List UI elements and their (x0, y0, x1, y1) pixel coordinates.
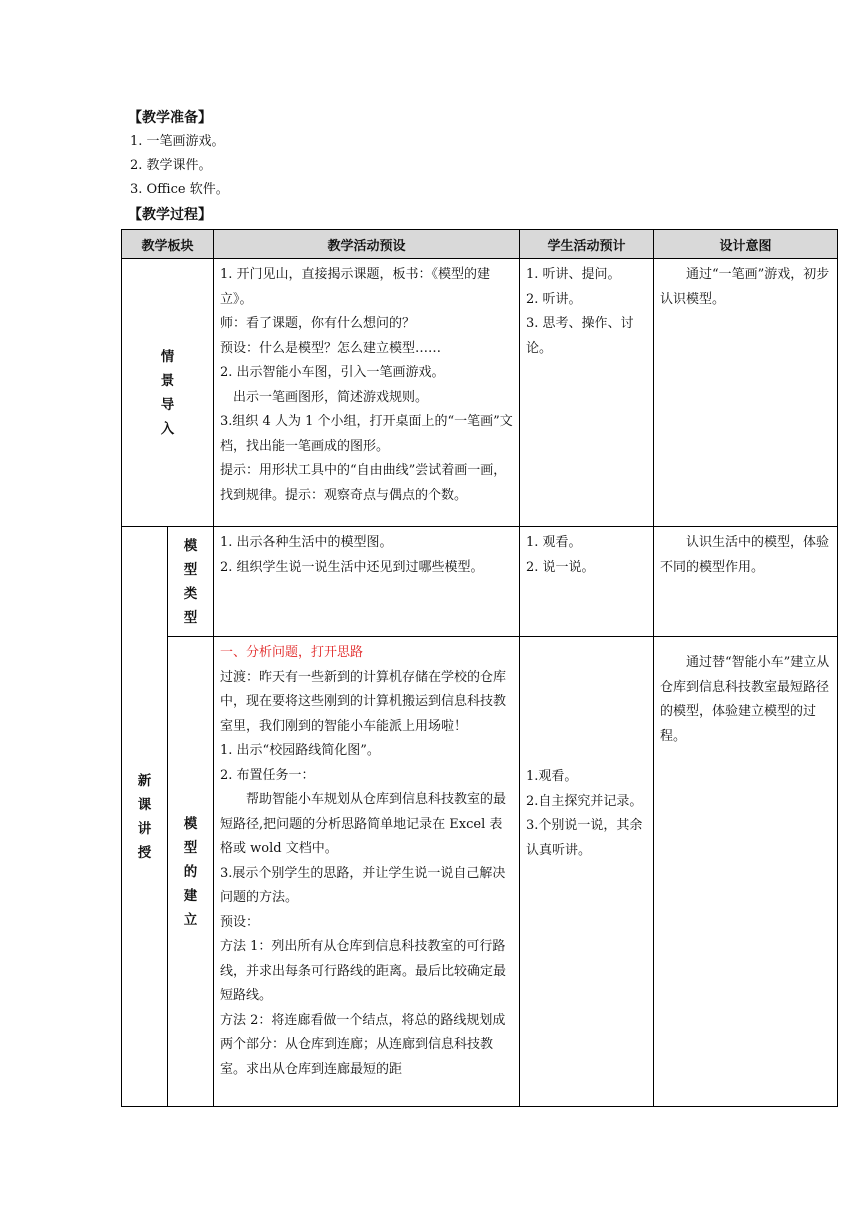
section-new (122, 527, 168, 1107)
section-char: 入 (160, 420, 175, 437)
subsection-char: 的 (183, 863, 198, 880)
student-line: 1.观看。 (526, 769, 578, 784)
types-activity-cell (214, 527, 520, 637)
student-line: 3. 思考、操作、讨论。 (526, 316, 634, 356)
section-char: 授 (137, 844, 152, 861)
build-subheading: 一、分析问题，打开思路 (220, 645, 364, 660)
build-intent-cell (654, 637, 838, 1107)
header-intent: 设计意图 (654, 230, 838, 259)
prep-item: 3. Office 软件。 (130, 182, 229, 197)
prep-item: 2. 教学课件。 (130, 158, 212, 173)
build-activity-cell (214, 637, 520, 1107)
activity-line: 3.组织 4 人为 1 个小组，打开桌面上的“一笔画”文档，找出能一笔画成的图形。 (220, 414, 513, 454)
activity-line: 帮助智能小车规划从仓库到信息科技教室的最短路径,把问题的分析思路简单地记录在 Excel 表格或 wold 文档中。 (220, 792, 507, 856)
prep-list (130, 130, 229, 202)
subsection-char: 模 (183, 537, 198, 554)
table-row-intro (122, 259, 838, 527)
intent-text: 认识生活中的模型，体验不同的模型作用。 (660, 535, 830, 575)
activity-line: 方法 2：将连廊看做一个结点，将总的路线规划成两个部分：从仓库到连廊；从连廊到信息科技教室。求出从仓库到连廊最短的距 (220, 1012, 506, 1077)
section-char: 景 (160, 372, 175, 389)
subsection-char: 类 (183, 585, 198, 602)
teaching-process-table (121, 229, 838, 1107)
student-line: 2. 说一说。 (526, 559, 595, 575)
activity-line: 1. 出示“校园路线简化图”。 (220, 743, 380, 758)
header-student: 学生活动预计 (520, 230, 654, 259)
prep-item: 1. 一笔画游戏。 (130, 134, 225, 149)
activity-line: 预设： (220, 914, 260, 930)
types-student-cell (520, 527, 654, 637)
intro-student-cell (520, 259, 654, 527)
activity-line: 过渡：昨天有一些新到的计算机存储在学校的仓库中，现在要将这些刚到的计算机搬运到信息科技教室里，我们刚到的智能小车能派上用场啦！ (220, 669, 507, 734)
intent-text: 通过“一笔画”游戏，初步认识模型。 (660, 267, 830, 307)
prep-heading: 【教学准备】 (128, 110, 212, 126)
student-line: 1. 观看。 (526, 535, 582, 550)
activity-line: 预设：什么是模型？怎么建立模型…… (220, 340, 442, 356)
section-char: 导 (160, 396, 175, 413)
activity-line: 2. 组织学生说一说生活中还见到过哪些模型。 (220, 559, 484, 575)
section-char: 课 (137, 796, 152, 813)
intent-text: 通过替“智能小车”建立从仓库到信息科技教室最短路径的模型，体验建立模型的过程。 (660, 655, 830, 744)
activity-line: 3.展示个别学生的思路，并让学生说一说自己解决问题的方法。 (220, 865, 506, 905)
header-section: 教学板块 (122, 230, 214, 259)
subsection-model-building (168, 637, 214, 1107)
section-char: 新 (137, 772, 152, 789)
activity-line: 2. 布置任务一： (220, 767, 315, 783)
intro-activity-cell (214, 259, 520, 527)
activity-line: 1. 开门见山，直接揭示课题，板书：《模型的建立》。 (220, 267, 491, 307)
student-line: 3.个别说一说，其余认真听讲。 (526, 818, 643, 858)
subsection-char: 型 (183, 561, 198, 578)
subsection-char: 模 (183, 815, 198, 832)
table-header-row (122, 230, 838, 259)
header-activity: 教学活动预设 (214, 230, 520, 259)
intro-intent-cell (654, 259, 838, 527)
activity-line: 2. 出示智能小车图，引入一笔画游戏。 (220, 365, 445, 380)
activity-line: 方法 1：列出所有从仓库到信息科技教室的可行路线，并求出每条可行路线的距离。最后比较确定最短路线。 (220, 939, 507, 1003)
process-heading: 【教学过程】 (128, 207, 212, 223)
activity-line: 1. 出示各种生活中的模型图。 (220, 535, 393, 550)
student-line: 1. 听讲、提问。 (526, 267, 621, 282)
section-intro (122, 259, 214, 527)
activity-line: 出示一笔画图形，简述游戏规则。 (233, 389, 429, 405)
table-row-model-building (122, 637, 838, 1107)
build-student-cell (520, 637, 654, 1107)
subsection-char: 立 (183, 911, 198, 928)
table-row-model-types (122, 527, 838, 637)
student-line: 2.自主探究并记录。 (526, 793, 643, 809)
subsection-char: 建 (183, 887, 198, 904)
types-intent-cell (654, 527, 838, 637)
section-char: 情 (160, 348, 175, 365)
activity-line: 提示：用形状工具中的“自由曲线”尝试着画一画，找到规律。提示：观察奇点与偶点的个数。 (220, 463, 507, 503)
subsection-char: 型 (183, 609, 198, 626)
student-line: 2. 听讲。 (526, 291, 582, 307)
subsection-char: 型 (183, 839, 198, 856)
section-char: 讲 (137, 820, 152, 837)
subsection-model-types (168, 527, 214, 637)
activity-line: 师：看了课题，你有什么想问的？ (220, 316, 416, 331)
